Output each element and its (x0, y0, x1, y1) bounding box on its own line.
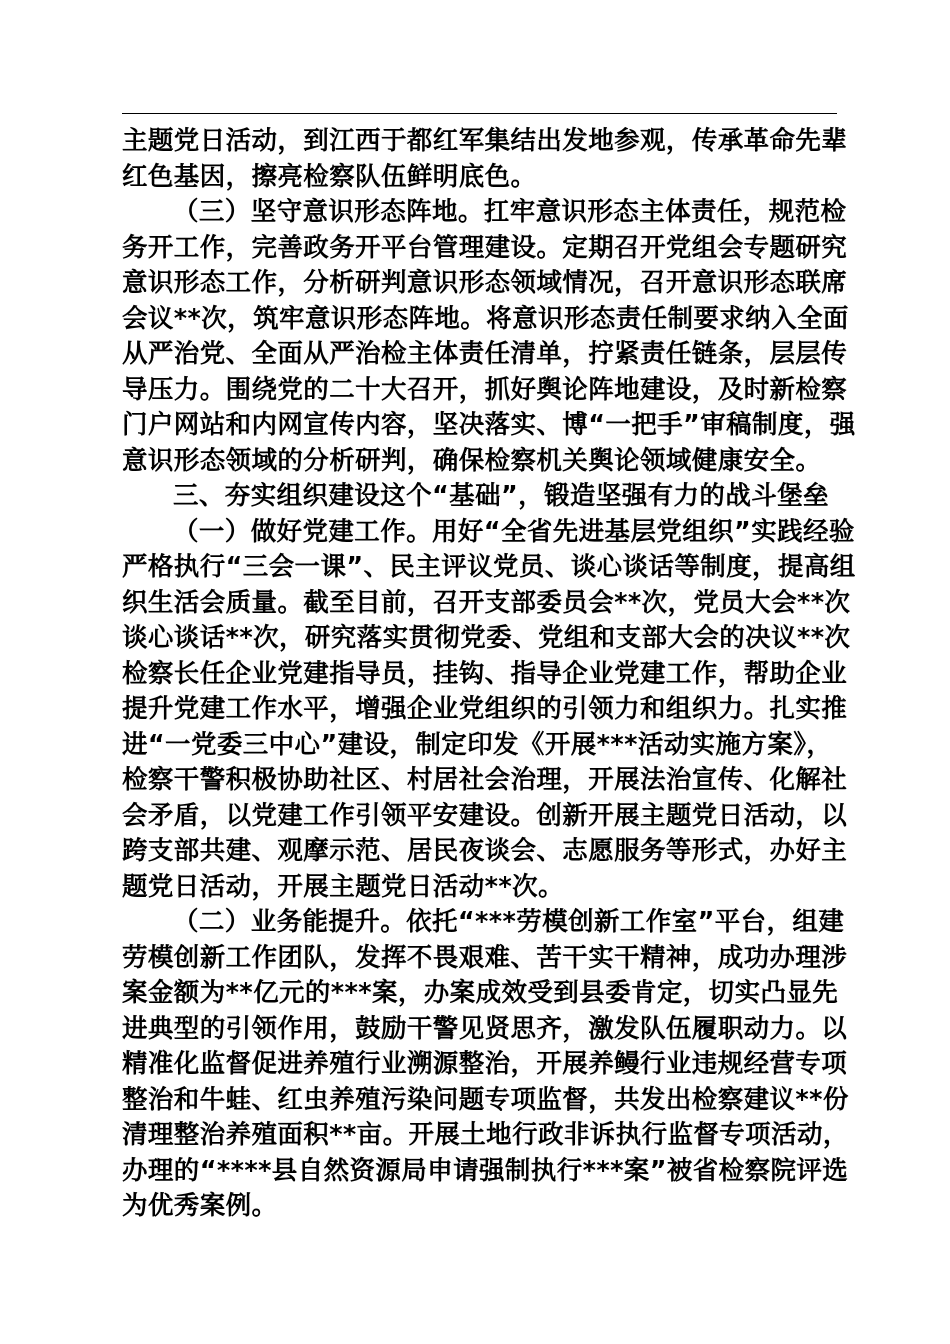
text-line: 跨支部共建、观摩示范、居民夜谈会、志愿服务等形式，办好主 (122, 836, 848, 866)
text-line: 务开工作，完善政务开平台管理建设。定期召开党组会专题研究 (122, 232, 848, 263)
text-line: 门户网站和内网宣传内容，坚决落实、博“一把手”审稿制度，强 (122, 410, 856, 440)
text-line: 织生活会质量。截至目前，召开支部委员会**次，党员大会**次 (122, 587, 851, 618)
text-line: 谈心谈话**次，研究落实贯彻党委、党组和支部大会的决议**次 (122, 623, 851, 653)
text-line: 从严治党、全面从严治检主体责任清单，拧紧责任链条，层层传 (122, 339, 848, 369)
text-line: 检察干警积极协助社区、村居社会治理，开展法治宣传、化解社 (122, 765, 848, 795)
text-line: 会矛盾，以党建工作引领平安建设。创新开展主题党日活动，以 (122, 800, 848, 831)
text-line: 进“一党委三中心”建设，制定印发《开展***活动实施方案》， (122, 729, 833, 760)
text-line: 进典型的引领作用，鼓励干警见贤思齐，激发队伍履职动力。以 (122, 1013, 848, 1044)
text-line: 主题党日活动，到江西于都红军集结出发地参观，传承革命先辈 (122, 126, 848, 156)
text-line: 清理整治养殖面积**亩。开展土地行政非诉执行监督专项活动， (122, 1120, 849, 1150)
text-line: （一）做好党建工作。用好“全省先进基层党组织”实践经验 (173, 516, 855, 547)
text-line: 为优秀案例。 (122, 1191, 278, 1221)
text-line: 精准化监督促进养殖行业溯源整治，开展养鳗行业违规经营专项 (122, 1049, 848, 1079)
text-line: 办理的“****县自然资源局申请强制执行***案”被省检察院评选 (122, 1155, 849, 1186)
text-line: 意识形态领域的分析研判，确保检察机关舆论领域健康安全。 (122, 445, 822, 476)
text-line: 导压力。围绕党的二十大召开，抓好舆论阵地建设，及时新检察 (122, 374, 848, 405)
header-rule (122, 113, 837, 114)
text-line: 会议**次，筑牢意识形态阵地。将意识形态责任制要求纳入全面 (122, 303, 849, 334)
text-line: 整治和牛蛙、红虫养殖污染问题专项监督，共发出检察建议**份 (122, 1084, 849, 1115)
text-line: 提升党建工作水平，增强企业党组织的引领力和组织力。扎实推 (122, 694, 848, 724)
text-line: （三）坚守意识形态阵地。扛牢意识形态主体责任，规范检 (173, 197, 847, 227)
text-line: 劳模创新工作团队，发挥不畏艰难、苦干实干精神，成功办理涉 (122, 942, 848, 973)
text-line: （二）业务能提升。依托“***劳模创新工作室”平台，组建 (173, 907, 845, 937)
text-line: 意识形态工作，分析研判意识形态领域情况，召开意识形态联席 (122, 268, 848, 298)
text-line: 检察长任企业党建指导员，挂钩、指导企业党建工作，帮助企业 (122, 658, 848, 689)
document-body (122, 124, 856, 1225)
text-line: 案金额为**亿元的***案，办案成效受到县委肯定，切实凸显先 (122, 978, 839, 1008)
text-line: 严格执行“三会一课”、民主评议党员、谈心谈话等制度，提高组 (122, 552, 856, 582)
text-line: 红色基因，擦亮检察队伍鲜明底色。 (122, 161, 537, 192)
text-line: 题党日活动，开展主题党日活动**次。 (122, 871, 564, 902)
text-line: 三、夯实组织建设这个“基础”，锻造坚强有力的战斗堡垒 (173, 481, 829, 511)
